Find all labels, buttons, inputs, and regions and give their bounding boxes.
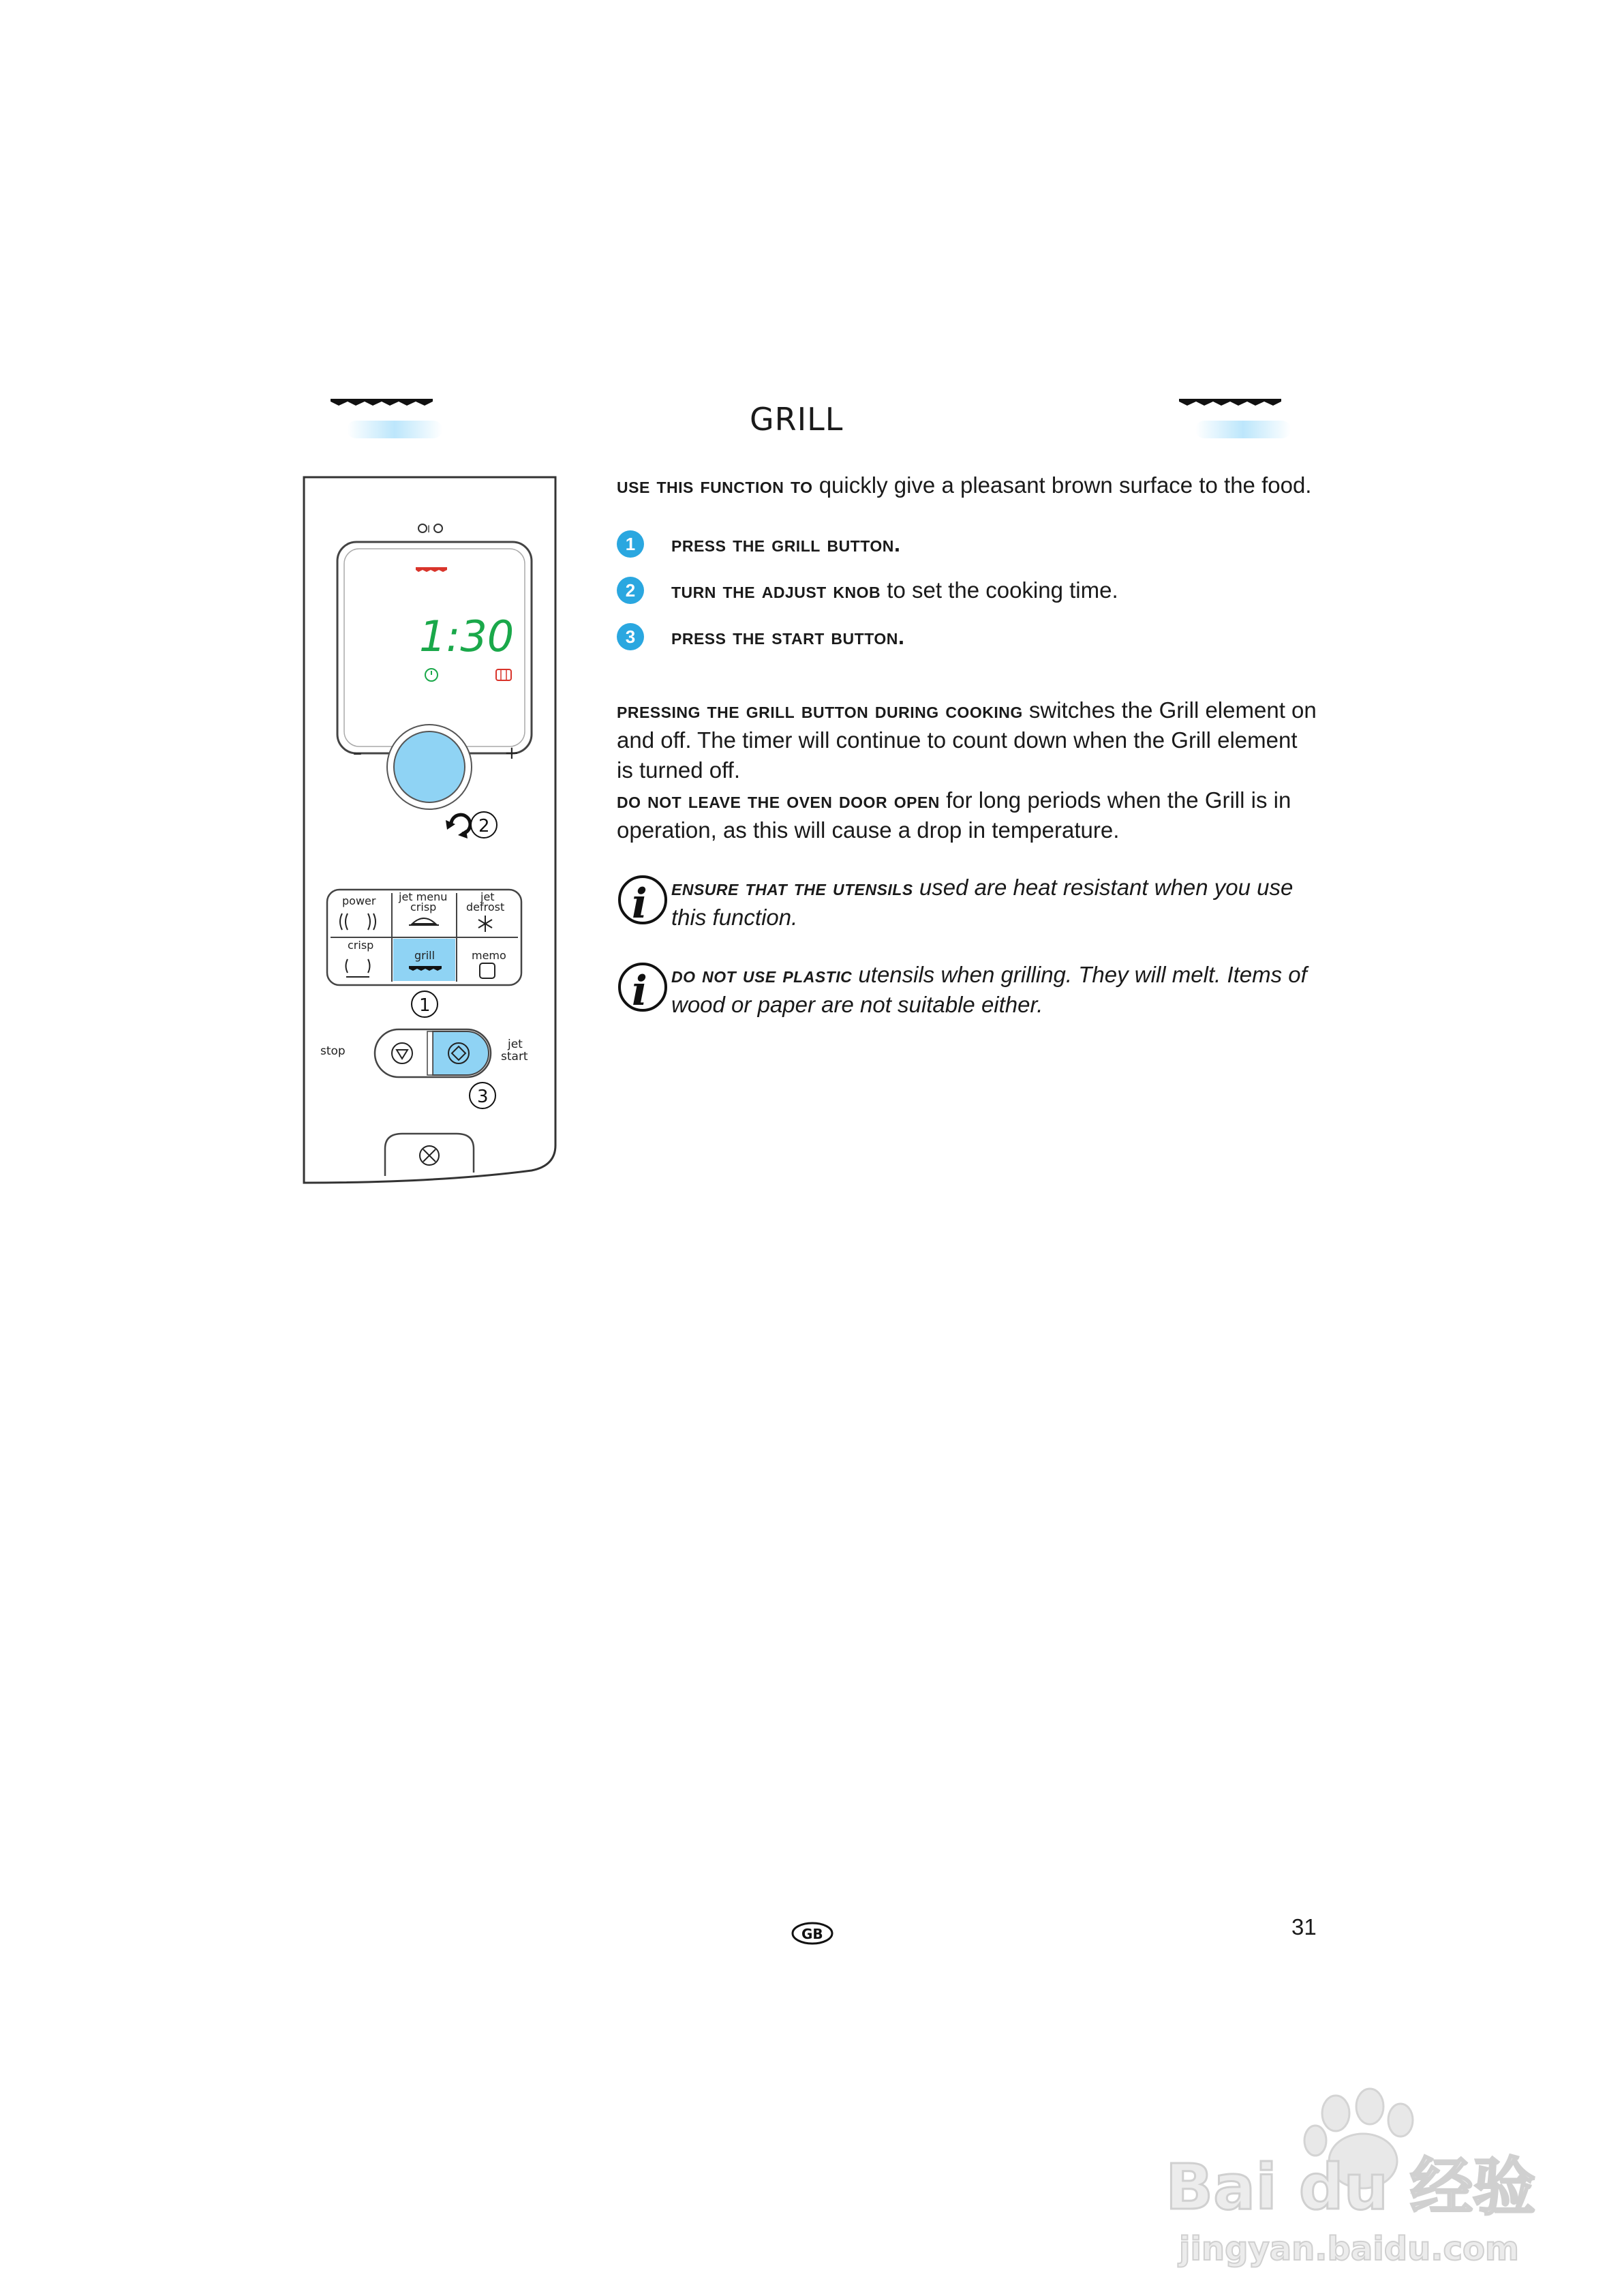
jet-start-label-2: start: [501, 1050, 528, 1063]
step-3: [617, 622, 1319, 652]
power-button-label: power: [342, 894, 376, 907]
step-2-number: 2: [617, 577, 644, 604]
memo-button-label: memo: [472, 949, 506, 962]
jet-start-label-1: jet: [508, 1038, 523, 1051]
grill-symbol-left-icon: [331, 397, 433, 444]
svg-text:2: 2: [478, 816, 490, 836]
intro-paragraph: [617, 470, 1319, 500]
step-3-lead: press the start button.: [671, 624, 905, 649]
language-badge: [791, 1921, 834, 1946]
para1-lead: pressing the grill button during cooking: [617, 697, 1023, 723]
jet-defrost-label-2: defrost: [466, 901, 505, 913]
watermark-url: jingyan.baidu.com: [1179, 2230, 1519, 2268]
control-panel-illustration: [300, 474, 572, 1186]
step-1-lead: press the grill button.: [671, 531, 901, 556]
note-2-lead: do not use plastic: [671, 962, 853, 987]
svg-text:1: 1: [419, 995, 431, 1016]
note-1-lead: ensure that the utensils: [671, 875, 913, 900]
baidu-watermark: [1159, 2072, 1540, 2277]
note-2-text: utensils when grilling. They will melt. Items of wood or paper are not suitable either.: [671, 962, 1307, 1017]
step-1-number: 1: [617, 530, 644, 558]
step-2-text: to set the cooking time.: [881, 577, 1118, 603]
info-icon: [617, 960, 671, 1014]
intro-lead: use this function to: [617, 472, 813, 498]
page-number: 31: [1291, 1914, 1317, 1939]
start-button: [433, 1031, 489, 1075]
instructions: [617, 470, 1319, 1020]
note-plastic: [617, 960, 1319, 1020]
para2-lead: do not leave the oven door open: [617, 787, 940, 813]
crisp-button-label: crisp: [348, 939, 374, 952]
display-time: 1:30: [419, 611, 515, 661]
jet-defrost-label-1: jet: [480, 890, 495, 903]
svg-text:i: i: [632, 880, 647, 927]
svg-text:3: 3: [477, 1087, 489, 1107]
step-2: [617, 575, 1319, 605]
grill-toggle-paragraph: [617, 695, 1319, 785]
intro-text: quickly give a pleasant brown surface to the food.: [812, 472, 1312, 498]
para1-text: switches the Grill element on and off. The timer will continue to count down when the Grill element is turned off.: [617, 697, 1317, 783]
grill-button-label: grill: [414, 949, 435, 962]
info-icon: [617, 873, 671, 927]
step-2-lead: turn the adjust knob: [671, 577, 881, 603]
svg-text:GB: GB: [801, 1926, 823, 1942]
door-warning-paragraph: [617, 785, 1319, 845]
jet-menu-crisp-label: crisp: [410, 901, 437, 913]
grill-symbol-right-icon: [1179, 397, 1281, 444]
para2-text: for long periods when the Grill is in operation, as this will cause a drop in temperature.: [617, 787, 1291, 843]
plus-label: +: [504, 743, 519, 764]
adjust-knob: [394, 731, 465, 802]
minus-label: –: [353, 743, 362, 764]
note-1-text: used are heat resistant when you use this function.: [671, 875, 1294, 930]
svg-text:I: I: [427, 524, 431, 535]
page-title: GRILL: [750, 401, 844, 438]
stop-label: stop: [320, 1044, 346, 1058]
jet-menu-label: jet menu: [399, 890, 448, 903]
svg-text:i: i: [632, 967, 647, 1014]
step-1: [617, 529, 1319, 559]
step-3-number: 3: [617, 623, 644, 650]
note-utensils: [617, 873, 1319, 933]
watermark-brand: Bai du 经验: [1165, 2151, 1536, 2224]
